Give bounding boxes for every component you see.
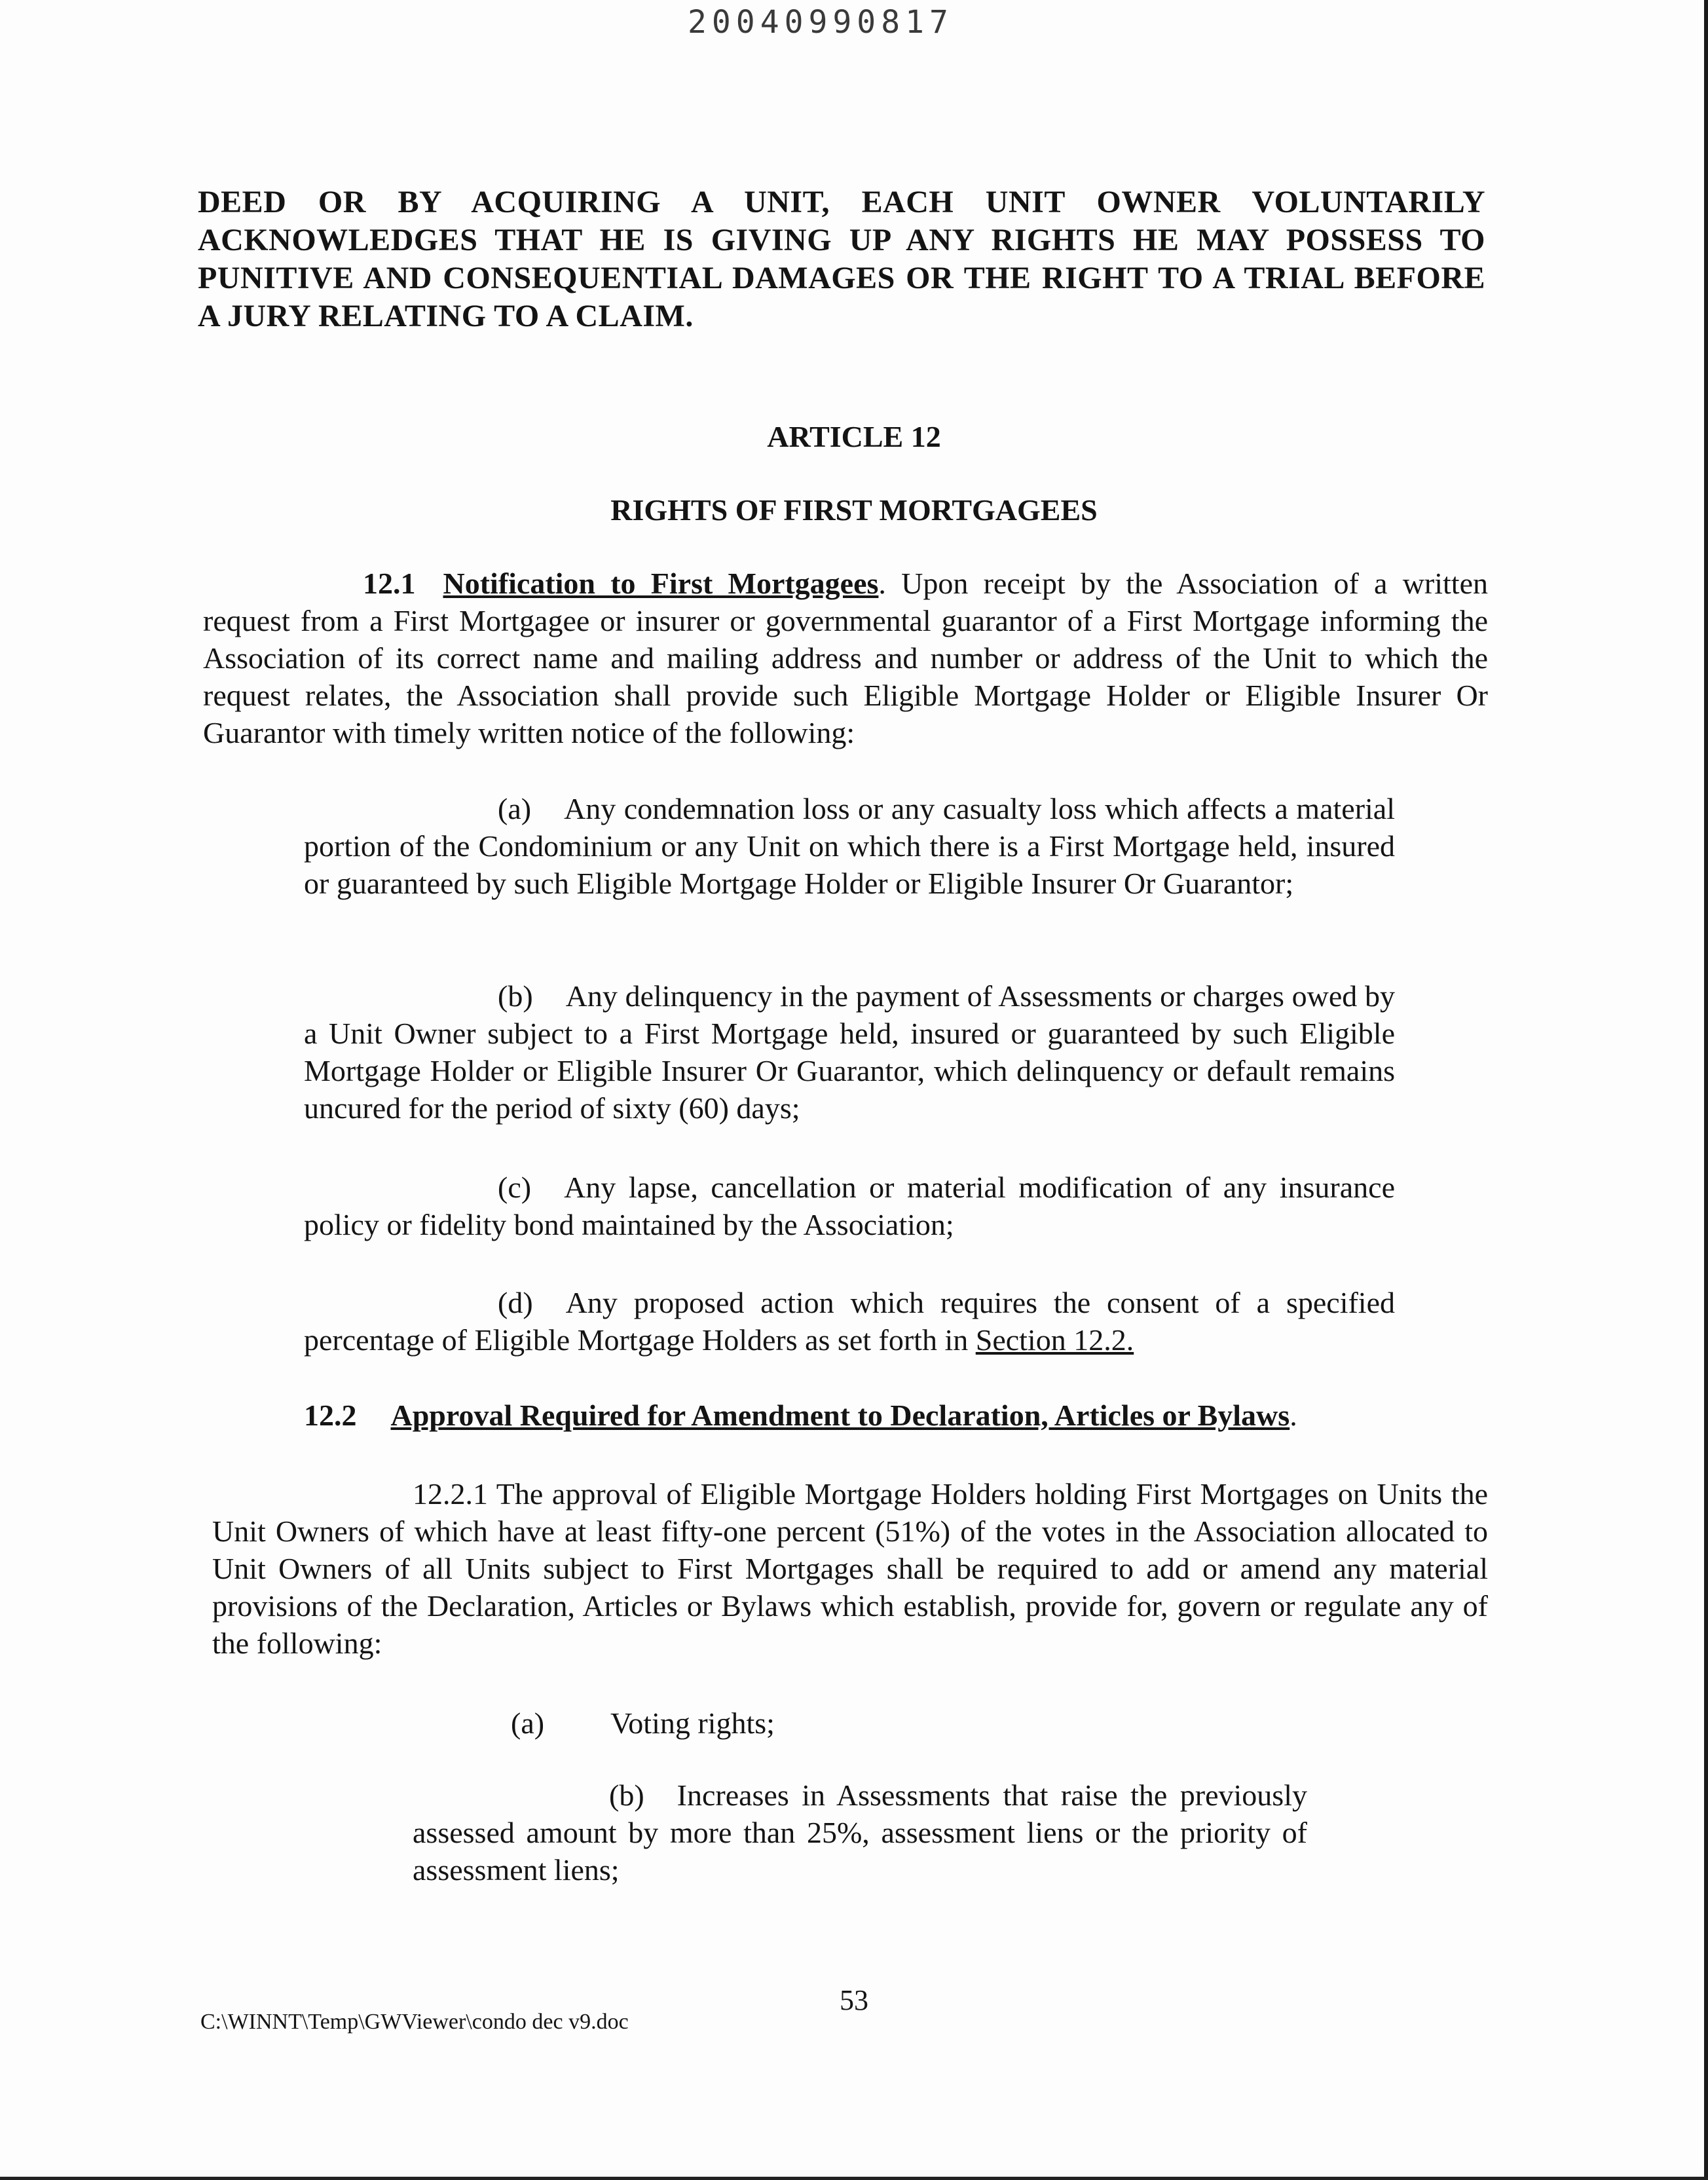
- article-number: ARTICLE 12: [767, 420, 941, 453]
- section-12-1-title: Notification to First Mortgagees: [443, 567, 879, 600]
- list-marker: (a): [511, 1706, 545, 1740]
- section-12-2-title: Approval Required for Amendment to Declaration, Articles or Bylaws: [390, 1399, 1290, 1432]
- section-12-2-number: 12.2: [304, 1399, 357, 1432]
- list-marker: (b): [609, 1778, 644, 1812]
- section-12-2-title-period: .: [1290, 1399, 1297, 1432]
- list-item-text: Any condemnation loss or any casualty loss which affects a material portion of the Condominium or any Unit on which there is a First Mortgage held, insured or guaranteed by such Eligible Mortgage Holder or Eligible Insurer Or Guarantor;: [304, 792, 1395, 900]
- footer-file-path: C:\WINNT\Temp\GWViewer\condo dec v9.doc: [200, 2010, 629, 2034]
- section-12-2-link[interactable]: Section 12.2.: [975, 1323, 1134, 1357]
- list-item-text: Any proposed action which requires the consent of a specified percentage of Eligible Mortgage Holders as set forth in: [304, 1286, 1395, 1357]
- section-12-1-body: Upon receipt by the Association of a written request from a First Mortgagee or insurer or governmental guarantor of a First Mortgage informing the Association of its correct name and mailing address and number or address of the Unit to which the request relates, the Association shall provide such Eligible Mortgage Holder or Eligible Insurer Or Guarantor with timely written notice of the following:: [203, 567, 1488, 749]
- list-item-12-1-a: [304, 790, 1395, 902]
- list-marker: (a): [498, 792, 532, 825]
- scan-edge-bottom: [0, 2177, 1708, 2180]
- section-12-2-heading: [304, 1397, 1483, 1434]
- section-12-2-1-body: The approval of Eligible Mortgage Holders holding First Mortgages on Units the Unit Owners of which have at least fifty-one percent (51%) of the votes in the Association allocated to Unit Owners of all Units subject to First Mortgages shall be required to add or amend any material provisions of the Declaration, Articles or Bylaws which establish, provide for, govern or regulate any of the following:: [212, 1477, 1488, 1660]
- page-number: 53: [840, 1984, 868, 2016]
- article-title: RIGHTS OF FIRST MORTGAGEES: [610, 493, 1098, 527]
- section-12-1-title-period: .: [878, 567, 886, 600]
- list-item-12-1-b: [304, 977, 1395, 1127]
- list-item-12-1-d: [304, 1284, 1395, 1359]
- scan-edge-right: [1704, 0, 1708, 2180]
- list-marker: (c): [498, 1171, 532, 1204]
- list-item-12-2-a: [511, 1704, 1297, 1742]
- list-marker: (d): [498, 1286, 533, 1319]
- list-item-text: Voting rights;: [610, 1706, 775, 1740]
- section-12-2-1-paragraph: [212, 1475, 1488, 1662]
- list-item-text: Increases in Assessments that raise the previously assessed amount by more than 25%, assessment liens or the priority of assessment liens;: [413, 1778, 1307, 1887]
- section-12-1-paragraph: [203, 565, 1488, 751]
- list-item-12-1-c: [304, 1169, 1395, 1243]
- section-12-1-number: 12.1: [363, 567, 416, 600]
- section-12-2-1-number: 12.2.1: [413, 1477, 488, 1511]
- document-stamp-number: 20040990817: [688, 4, 954, 41]
- list-item-text: Any delinquency in the payment of Assessments or charges owed by a Unit Owner subject to a First Mortgage held, insured or guaranteed by such Eligible Mortgage Holder or Eligible Insurer Or Guarantor, which delinquency or default remains uncured for the period of sixty (60) days;: [304, 979, 1395, 1125]
- list-item-text: Any lapse, cancellation or material modification of any insurance policy or fidelity bond maintained by the Association;: [304, 1171, 1395, 1241]
- list-item-12-2-b: [413, 1776, 1307, 1889]
- list-marker: (b): [498, 979, 533, 1013]
- intro-caps-paragraph: DEED OR BY ACQUIRING A UNIT, EACH UNIT OWNER VOLUNTARILY ACKNOWLEDGES THAT HE IS GIVING UP ANY RIGHTS HE MAY POSSESS TO PUNITIVE AND CONSEQUENTIAL DAMAGES OR THE RIGHT TO A TRIAL BEFORE A JURY RELATING TO A CLAIM.: [198, 185, 1485, 333]
